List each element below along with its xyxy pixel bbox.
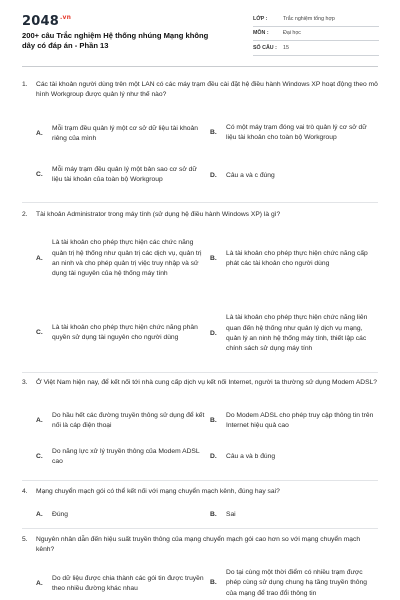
option-letter: B. (210, 128, 217, 136)
option-3b[interactable] (210, 408, 378, 434)
option-2c[interactable] (36, 316, 208, 350)
meta-key: MÔN : (253, 30, 269, 37)
option-5b[interactable] (210, 568, 378, 600)
meta-row-subject (253, 27, 379, 42)
question-text: Tài khoản Administrator trong máy tính (sử dụng hệ điều hành Windows XP) là gì? (36, 211, 281, 218)
meta-key: LỚP : (253, 15, 268, 22)
meta-row-class (253, 12, 379, 27)
option-text: Là tài khoản cho phép thực hiện chức năng phân quyền sử dụng tài nguyên cho người dùng (52, 323, 198, 341)
option-letter: D. (210, 329, 217, 337)
option-text: Câu a và c đúng (226, 171, 275, 179)
option-1d[interactable] (210, 170, 378, 182)
option-letter: A. (36, 129, 43, 137)
option-4b[interactable] (210, 509, 378, 521)
header-divider (22, 66, 378, 67)
question-stem (22, 80, 378, 101)
question-divider (22, 372, 378, 373)
question-number: 3. (22, 379, 28, 386)
question-divider (22, 528, 378, 529)
question-3 (22, 378, 378, 388)
question-stem (22, 210, 378, 220)
option-text: Câu a và b đúng (226, 452, 276, 460)
question-text: Ở Việt Nam hiện nay, để kết nối tới nhà cung cấp dịch vụ kết nối Internet, người ta thường sử dụng Modem ADSL? (36, 379, 378, 386)
question-text: Mạng chuyển mạch gói có thể kết nối với mạng chuyển mạch kênh, đúng hay sai? (36, 488, 280, 495)
meta-row-count (253, 41, 379, 56)
question-stem (22, 378, 378, 388)
option-4a[interactable] (36, 509, 208, 521)
question-divider (22, 202, 378, 203)
option-letter: A. (36, 510, 43, 518)
question-number: 1. (22, 81, 28, 88)
meta-info-table (253, 12, 379, 56)
option-text: Do dữ liệu được chia thành các gói tin được truyền theo nhiều đường khác nhau (52, 574, 204, 592)
question-1 (22, 80, 378, 101)
option-text: Do năng lực xử lý truyền thông của Modem ADSL cao (52, 447, 200, 465)
option-text: Sai (226, 510, 236, 518)
option-3c[interactable] (36, 444, 208, 470)
option-letter: C. (36, 452, 43, 460)
question-divider (22, 480, 378, 481)
question-5 (22, 535, 378, 556)
option-text: Mỗi trạm đều quản lý một cơ sở dữ liệu tài khoản riêng của mình (52, 124, 198, 142)
document-title: 200+ câu Trắc nghiệm Hệ thống nhúng Mạng không dây có đáp án - Phần 13 (22, 31, 209, 50)
option-letter: A. (36, 254, 43, 262)
option-text: Do hầu hết các đường truyền thông sử dụng để kết nối là cáp điện thoại (52, 411, 205, 429)
option-text: Là tài khoản cho phép thực hiện chức năng cấp phát các tài khoản cho người dùng (226, 249, 368, 267)
option-letter: C. (36, 328, 43, 336)
question-number: 5. (22, 536, 28, 543)
option-1b[interactable] (210, 116, 378, 150)
question-stem (22, 535, 378, 556)
option-3d[interactable] (210, 451, 378, 463)
option-letter: A. (36, 579, 43, 587)
option-letter: B. (210, 510, 217, 518)
option-text: Là tài khoản cho phép thực hiện các chức năng quản trị hệ thống như quản trị các dịch vụ, quản trị an ninh và cho phép quản trị việc truy nhập và sử dụng tài nguyên của hệ thống máy tính (52, 239, 202, 278)
option-text: Do tại cùng một thời điểm có nhiều trạm được phép cùng sử dụng chung hạ tầng truyền thông của mạng để trao đổi thông tin (226, 569, 367, 597)
site-logo[interactable] (22, 14, 71, 29)
option-1c[interactable] (36, 158, 208, 192)
option-2a[interactable] (36, 232, 208, 286)
question-number: 2. (22, 211, 28, 218)
question-2 (22, 210, 378, 220)
option-5a[interactable] (36, 572, 208, 596)
page-header (0, 0, 400, 66)
option-2b[interactable] (210, 242, 378, 276)
option-letter: D. (210, 171, 217, 179)
option-1a[interactable] (36, 118, 208, 150)
logo-domain: .vn (59, 14, 72, 21)
option-text: Đúng (52, 510, 68, 518)
question-4 (22, 487, 378, 497)
option-letter: D. (210, 452, 217, 460)
meta-value: 15 (283, 44, 289, 51)
question-text: Các tài khoản người dùng trên một LAN có các máy trạm đều cài đặt hệ điều hành Windows XP hoạt động theo mô hình Workgroup được quản lý như thế nào? (36, 81, 378, 99)
logo-text: 2048 (22, 14, 59, 29)
option-text: Mỗi máy trạm đều quản lý một bản sao cơ sở dữ liệu tài khoản của toàn bộ Workgroup (52, 165, 197, 183)
meta-key: SỐ CÂU : (253, 44, 277, 51)
option-letter: B. (210, 416, 217, 424)
option-text: Là tài khoản cho phép thực hiện chức năng liên quan đến hệ thống như quản lý dịch vụ mạng, quản lý an ninh hệ thống máy tính, thiết lập các chính sách sử dụng máy tính (226, 314, 368, 353)
question-number: 4. (22, 488, 28, 495)
question-text: Nguyên nhân dẫn đến hiệu suất truyền thông của mạng chuyển mạch gói cao hơn so với mạng chuyển mạch kênh? (36, 536, 361, 554)
option-text: Có một máy trạm đóng vai trò quản lý cơ sở dữ liệu tài khoản cho toàn bộ Workgroup (226, 123, 367, 141)
option-text: Do Modem ADSL cho phép truy cập thông tin trên Internet hiệu quả cao (226, 411, 374, 429)
meta-value: Trắc nghiệm tổng hợp (283, 15, 335, 22)
option-letter: B. (210, 254, 217, 262)
meta-value: Đại học (283, 30, 301, 37)
option-letter: C. (36, 170, 43, 178)
question-stem (22, 487, 378, 497)
option-3a[interactable] (36, 408, 208, 434)
option-letter: A. (36, 416, 43, 424)
option-letter: B. (210, 579, 217, 586)
option-2d[interactable] (210, 302, 378, 366)
